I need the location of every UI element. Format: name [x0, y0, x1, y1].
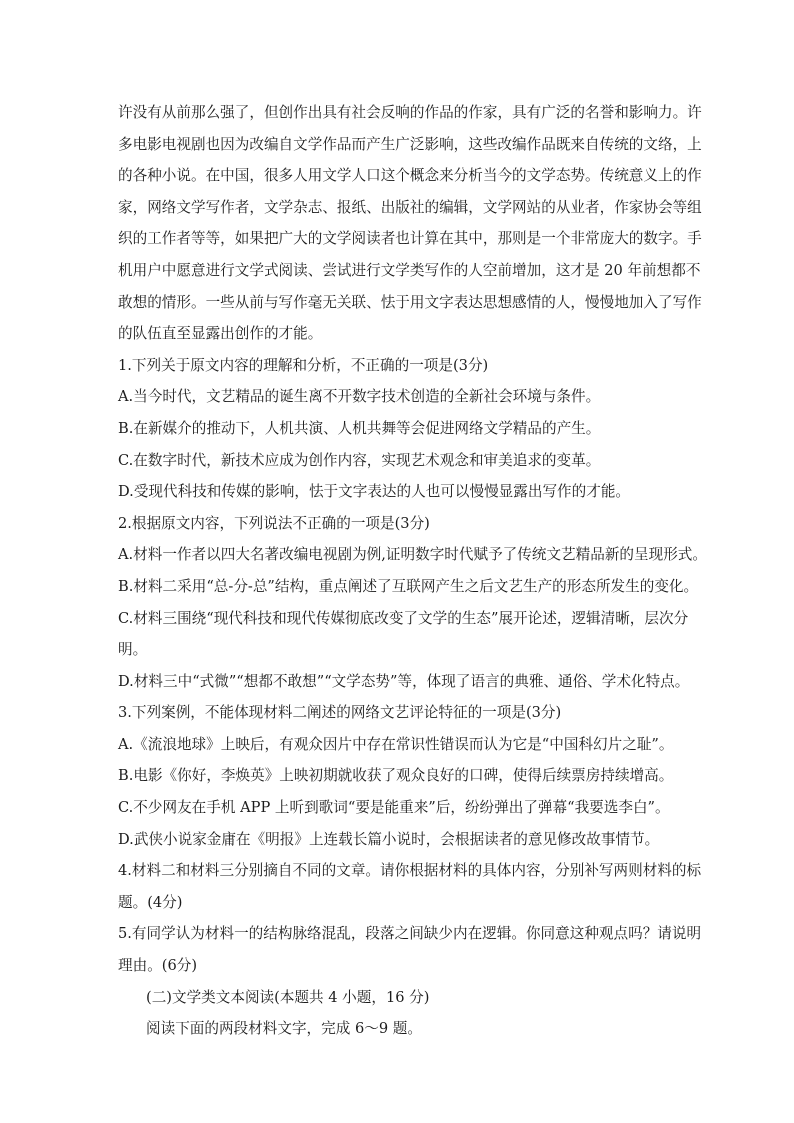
page-content [118, 97, 707, 1045]
section-2 [118, 982, 688, 1045]
question-5 [118, 918, 702, 981]
option-c: C.材料三围绕“现代科技和现代传媒彻底改变了文学的生态”展开论述，逻辑清晰，层次分 [118, 609, 689, 627]
question-stem: 3.下列案例，不能体现材料二阐述的网络文艺评论特征的一项是(3分) [118, 704, 562, 722]
passage-line: 机用户中愿意进行文学式阅读、尝试进行文学类写作的人空前增加，这才是 20 年前想都不 [118, 261, 701, 279]
option-d: D.受现代科技和传媒的影响，怯于文字表达的人也可以慢慢显露出写作的才能。 [118, 483, 631, 501]
question-stem: 4.材料二和材料三分别摘自不同的文章。请你根据材料的具体内容，分别补写两则材料的标 [118, 862, 702, 880]
option-c: C.不少网友在手机 APP 上听到歌词“要是能重来”后，纷纷弹出了弹幕“我要选李白”。 [118, 799, 670, 817]
section-instruction: 阅读下面的两段材料文字，完成 6～9 题。 [146, 1020, 422, 1038]
option-a: A.材料一作者以四大名著改编电视剧为例,证明数字时代赋予了传统文艺精品新的呈现形式。 [118, 546, 707, 564]
passage-excerpt [118, 97, 702, 350]
question-4 [118, 855, 702, 918]
question-1 [118, 350, 688, 508]
question-2 [118, 508, 707, 698]
option-c: C.在数字时代，新技术应成为创作内容，实现艺术观念和审美追求的变革。 [118, 451, 601, 469]
passage-line: 的队伍直至显露出创作的才能。 [118, 325, 323, 343]
passage-line: 许没有从前那么强了，但创作出具有社会反响的作品的作家，具有广泛的名誉和影响力。许 [118, 104, 702, 121]
option-a: A.当今时代，文艺精品的诞生离不开数字技术创造的全新社会环境与条件。 [118, 388, 601, 406]
passage-line: 家，网络文学写作者，文学杂志、报纸、出版社的编辑，文学网站的从业者，作家协会等组 [118, 198, 702, 216]
question-stem: 5.有同学认为材料一的结构脉络混乱，段落之间缺少内在逻辑。你同意这种观点吗？请说明 [118, 925, 702, 943]
option-d: D.材料三中“式微”“想都不敢想”“文学态势”等，体现了语言的典雅、通俗、学术化特点。 [118, 672, 690, 690]
question-stem: 1.下列关于原文内容的理解和分析，不正确的一项是(3分) [118, 356, 489, 374]
passage-line: 敢想的情形。一些从前与写作毫无关联、怯于用文字表达思想感情的人，慢慢地加入了写作 [118, 293, 702, 311]
option-b: B.电影《你好，李焕英》上映初期就收获了观众良好的口碑，使得后续票房持续增高。 [118, 767, 674, 785]
question-stem-continued: 题。(4分) [118, 893, 183, 911]
passage-line: 的各种小说。在中国，很多人用文学人口这个概念来分析当今的文学态势。传统意义上的作 [118, 167, 702, 185]
option-c-continued: 明。 [118, 641, 148, 659]
question-3 [118, 697, 688, 855]
option-b: B.在新媒介的推动下，人机共演、人机共舞等会促进网络文学精品的产生。 [118, 419, 601, 437]
option-d: D.武侠小说家金庸在《明报》上连载长篇小说时，会根据读者的意见修改故事情节。 [118, 830, 660, 848]
question-stem-continued: 理由。(6分) [118, 957, 198, 975]
option-b: B.材料二采用“总-分-总”结构，重点阐述了互联网产生之后文艺生产的形态所发生的变化。 [118, 577, 699, 595]
question-stem: 2.根据原文内容，下列说法不正确的一项是(3分) [118, 514, 430, 532]
section-heading: (二)文学类文本阅读(本题共 4 小题，16 分) [146, 988, 430, 1006]
passage-line: 织的工作者等等，如果把广大的文学阅读者也计算在其中，那则是一个非常庞大的数字。手 [118, 230, 702, 248]
passage-line: 多电影电视剧也因为改编自文学作品而产生广泛影响，这些改编作品既来自传统的文络，上 [118, 135, 702, 153]
option-a: A.《流浪地球》上映后，有观众因片中存在常识性错误而认为它是“中国科幻片之耻”。 [118, 735, 674, 753]
